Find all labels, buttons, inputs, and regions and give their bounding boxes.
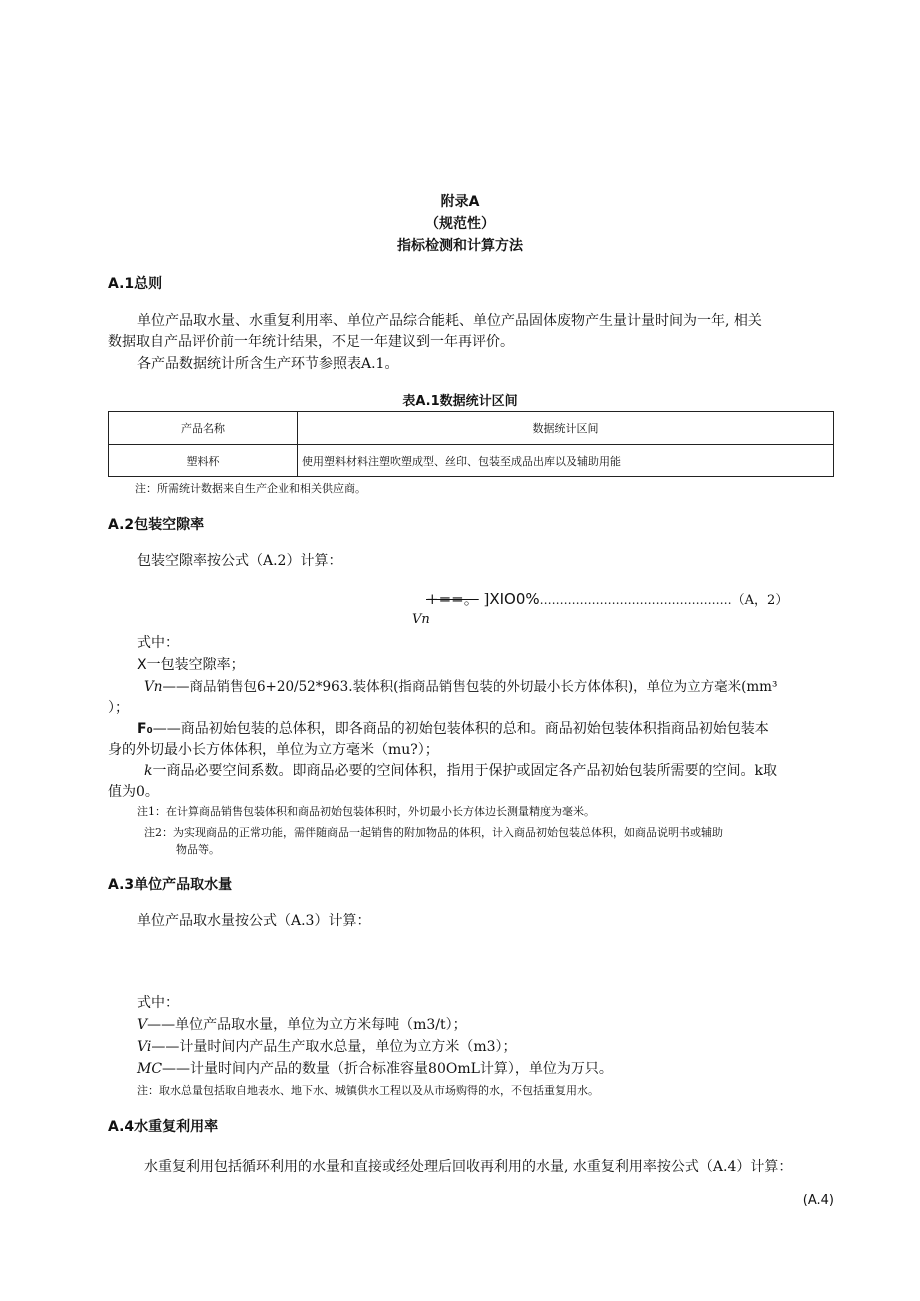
a4-intro: 水重复利用包括循环利用的水量和直接或经处理后回收再利用的水量, 水重复利用率按公式（A.4）计算： xyxy=(144,1159,793,1175)
a2-where: 式中： xyxy=(137,635,179,651)
formula-a2 xyxy=(426,588,788,609)
a2-intro: 包装空隙率按公式（A.2）计算： xyxy=(137,553,343,569)
formula-multiplier: XIO0% xyxy=(489,590,540,608)
def-v-text: ——单位产品取水量，单位为立方米每吨（m3/t）； xyxy=(147,1017,467,1033)
formula-leader: ………………………………………… xyxy=(539,593,732,607)
formula-a4-label: (A.4) xyxy=(802,1193,834,1208)
def-v-symbol: V xyxy=(137,1017,148,1033)
def-k xyxy=(144,760,777,780)
def-k-symbol: k xyxy=(144,763,153,779)
table-header-cell: 产品名称 xyxy=(109,412,298,445)
def-k-text: 一商品必要空间系数。即商品必要的空间体积，指用于保护或固定各产品初始包装所需要的空间。k取 xyxy=(152,763,777,779)
def-f0-cont: 身的外切最小长方体体积，单位为立方毫米（mu?）； xyxy=(108,742,439,758)
def-vn-text: ——商品销售包6+20/52*963.装体积(指商品销售包装的外切最小长方体体积)，单位为立方毫米(mm³ xyxy=(162,679,778,695)
def-mc xyxy=(137,1058,613,1078)
def-vn-symbol: Vn xyxy=(144,679,163,695)
a1-note: 注：所需统计数据来自生产企业和相关供应商。 xyxy=(135,482,366,495)
a2-note1: 注1：在计算商品销售包装体积和商品初始包装体积时，外切最小长方体边长测量精度为毫米。 xyxy=(137,805,595,818)
def-f0-text: ——商品初始包装的总体积，即各商品的初始包装体积的总和。商品初始包装体积指商品初始包装本 xyxy=(152,721,769,737)
table-header-cell: 数据统计区间 xyxy=(298,412,834,445)
formula-numerator: +==。 xyxy=(426,590,479,608)
a2-note2-line1: 注2：为实现商品的正常功能，需伴随商品一起销售的附加物品的体积，计入商品初始包装总体积，如商品说明书或辅助 xyxy=(144,826,723,839)
section-a2-heading: A.2包装空隙率 xyxy=(108,517,205,533)
def-mc-symbol: MC xyxy=(137,1061,163,1077)
normative-label: （规范性） xyxy=(425,216,495,232)
formula-bracket: ] xyxy=(483,590,490,608)
section-a3-heading: A.3单位产品取水量 xyxy=(108,877,233,893)
section-a4-heading: A.4水重复利用率 xyxy=(108,1119,219,1135)
def-v xyxy=(137,1014,467,1034)
table-header-row xyxy=(109,412,834,445)
data-table xyxy=(108,411,834,477)
table-caption: 表A.1数据统计区间 xyxy=(402,394,518,409)
a3-where: 式中： xyxy=(137,995,179,1011)
table-row xyxy=(109,445,834,477)
def-f0-symbol: F₀ xyxy=(137,721,153,737)
def-vi-text: ——计量时间内产品生产取水总量，单位为立方米（m3）； xyxy=(151,1039,517,1055)
formula-label: （A，2） xyxy=(731,593,789,608)
def-vi xyxy=(137,1036,517,1056)
def-vi-symbol: Vi xyxy=(137,1039,152,1055)
formula-denominator: Vn xyxy=(412,612,430,627)
def-k-cont: 值为0。 xyxy=(108,784,159,800)
def-mc-text: ——计量时间内产品的数量（折合标准容量80OmL计算），单位为万只。 xyxy=(162,1061,613,1077)
a1-para1-line1: 单位产品取水量、水重复利用率、单位产品综合能耗、单位产品固体废物产生量计量时间为一年, 相关 xyxy=(137,313,762,329)
def-f0 xyxy=(137,718,769,738)
table-cell: 塑料杯 xyxy=(109,445,298,477)
a3-intro: 单位产品取水量按公式（A.3）计算： xyxy=(137,913,371,929)
a2-note2-line2: 物品等。 xyxy=(176,843,220,856)
appendix-label: 附录A xyxy=(440,194,480,210)
def-x: X一包装空隙率； xyxy=(137,657,245,673)
a3-note: 注：取水总量包括取自地表水、地下水、城镇供水工程以及从市场购得的水，不包括重复用水。 xyxy=(137,1084,599,1097)
section-a1-heading: A.1总则 xyxy=(108,276,163,292)
page-title: 指标检测和计算方法 xyxy=(397,238,523,254)
a1-para1-line2: 数据取自产品评价前一年统计结果，不足一年建议到一年再评价。 xyxy=(108,334,514,350)
def-vn xyxy=(144,675,777,695)
table-cell: 使用塑料材料注塑吹塑成型、丝印、包装至成品出库以及辅助用能 xyxy=(298,445,834,477)
def-vn-cont: ）； xyxy=(108,700,129,716)
a1-para2: 各产品数据统计所含生产环节参照表A.1。 xyxy=(137,356,399,372)
